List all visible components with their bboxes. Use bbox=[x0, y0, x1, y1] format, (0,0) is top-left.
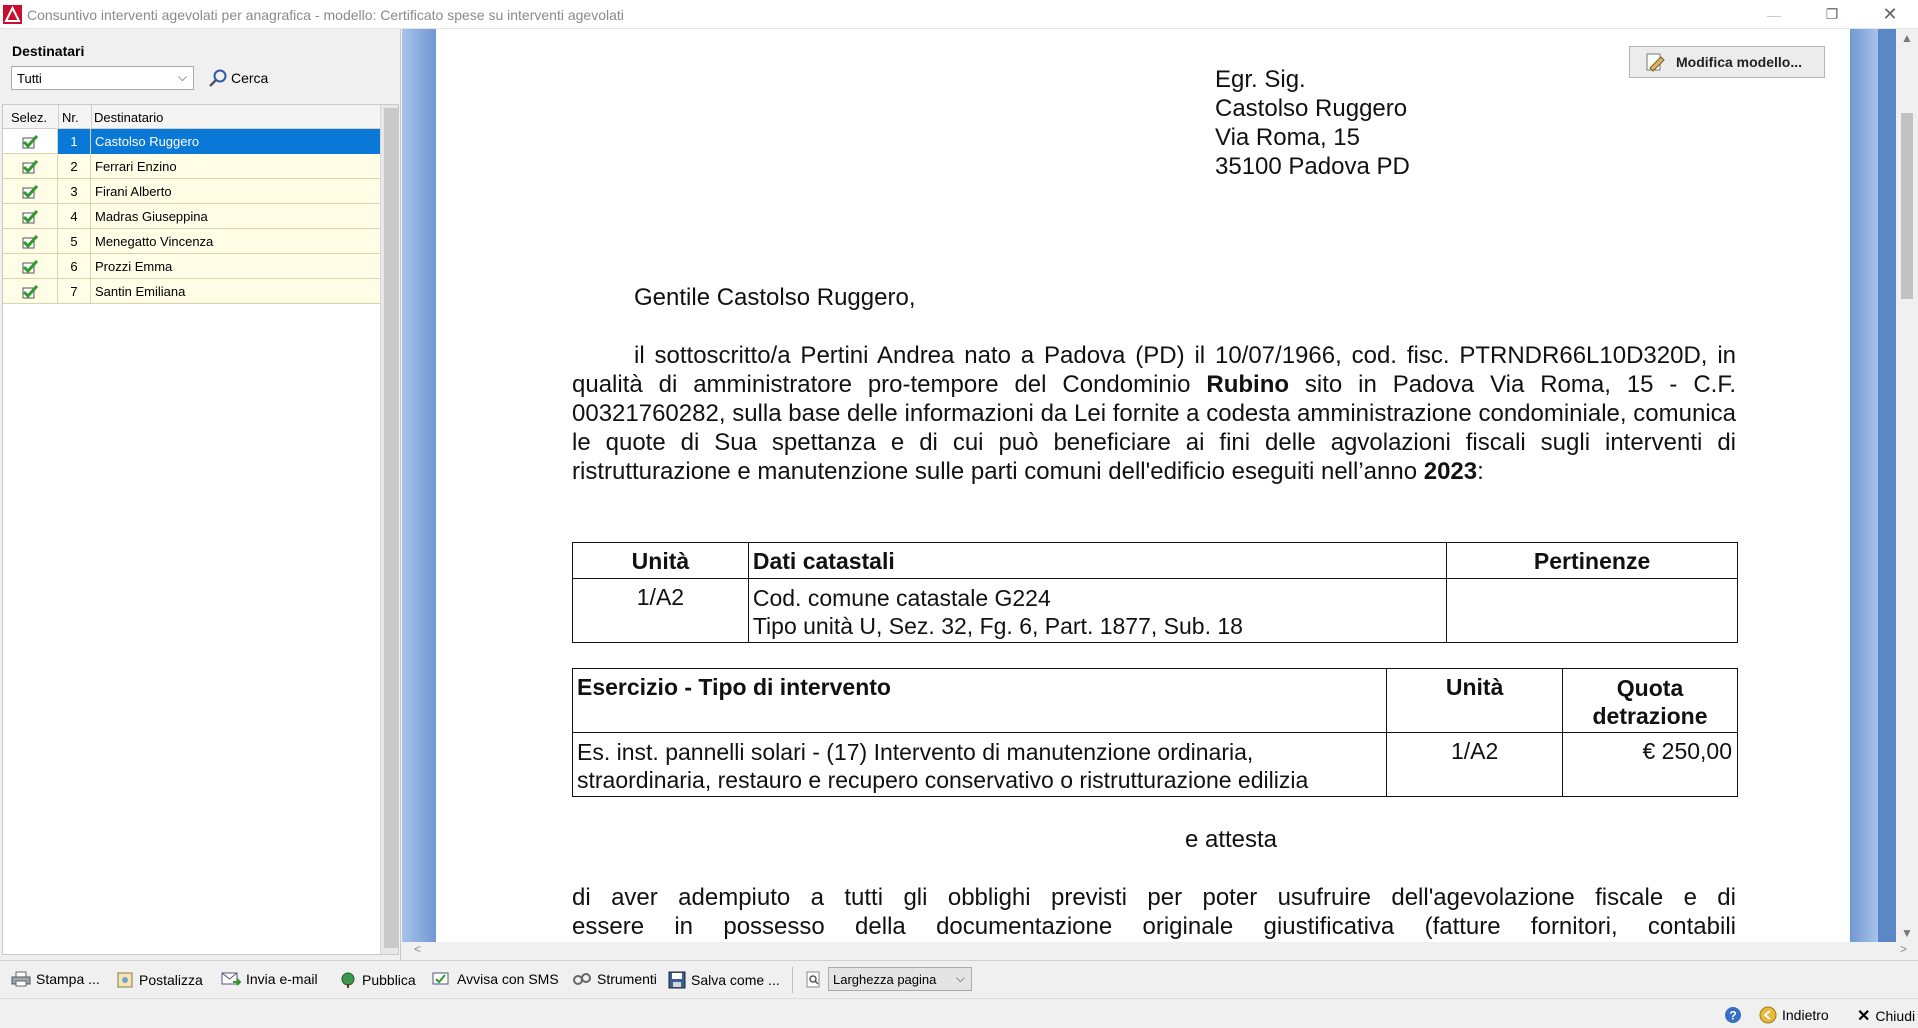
recipients-label: Destinatari bbox=[12, 43, 85, 59]
header-dati-catastali: Dati catastali bbox=[748, 543, 1446, 579]
scroll-down-icon[interactable]: ▼ bbox=[1901, 926, 1913, 940]
document-preview bbox=[402, 29, 1918, 942]
status-bar bbox=[0, 998, 1918, 1028]
close-x-icon: ✕ bbox=[1857, 1008, 1871, 1025]
toolbar-separator bbox=[792, 967, 793, 993]
tools-label: Strumenti bbox=[597, 971, 657, 987]
publish-label: Pubblica bbox=[362, 972, 416, 988]
green-check-icon bbox=[21, 234, 39, 250]
search-icon bbox=[208, 68, 228, 88]
row-number: 3 bbox=[58, 179, 91, 204]
green-check-icon bbox=[21, 134, 39, 150]
page-margin-left bbox=[402, 29, 436, 942]
globe-icon bbox=[339, 971, 357, 989]
back-label: Indietro bbox=[1782, 1007, 1829, 1023]
scroll-right-icon[interactable]: > bbox=[1900, 942, 1908, 956]
row-checkbox[interactable] bbox=[3, 279, 58, 304]
close-window-button[interactable]: ✕ bbox=[1882, 4, 1898, 24]
row-number: 7 bbox=[58, 279, 91, 304]
table-row[interactable] bbox=[3, 204, 380, 229]
postalizza-label: Postalizza bbox=[139, 972, 203, 988]
header-unita: Unità bbox=[573, 543, 749, 579]
postalizza-button[interactable] bbox=[116, 971, 203, 989]
grid-header bbox=[3, 105, 380, 129]
send-email-label: Invia e-mail bbox=[246, 971, 318, 987]
table-row[interactable] bbox=[3, 154, 380, 179]
cadastral-table bbox=[572, 542, 1738, 643]
sms-icon bbox=[432, 971, 452, 987]
table-row[interactable] bbox=[3, 229, 380, 254]
back-button[interactable] bbox=[1759, 1006, 1829, 1024]
row-checkbox[interactable] bbox=[3, 254, 58, 279]
print-label: Stampa ... bbox=[36, 971, 100, 987]
cell-unita: 1/A2 bbox=[573, 579, 749, 643]
row-recipient: Santin Emiliana bbox=[95, 284, 186, 299]
save-icon bbox=[668, 971, 686, 989]
body-text-part2: sito in Padova Via Roma, 15 - C.F. 00321760282, sulla base delle informazioni da Lei fornite a codesta amministrazione condominiale, comunica le quote di Sua spettanza e di cui può beneficiare ai fini delle agvolazioni fiscali sugli interventi di ristrutturazione e manutenzione sulle parti comuni dell'edificio eseguiti nell’anno bbox=[572, 371, 1736, 485]
salutation: Gentile Castolso Ruggero, bbox=[634, 284, 916, 311]
edit-template-label: Modifica modello... bbox=[1676, 54, 1803, 70]
dati-line: Tipo unità U, Sez. 32, Fg. 6, Part. 1877, Sub. 18 bbox=[752, 613, 1243, 639]
maximize-button[interactable]: ❐ bbox=[1825, 6, 1839, 22]
chevron-down-icon: ⌵ bbox=[955, 971, 965, 985]
row-number: 1 bbox=[58, 129, 91, 154]
row-checkbox[interactable] bbox=[3, 154, 58, 179]
condominio-name: Rubino bbox=[1206, 371, 1290, 398]
sms-label: Avvisa con SMS bbox=[457, 971, 559, 987]
document-page bbox=[436, 29, 1850, 942]
address-line: Egr. Sig. bbox=[1215, 66, 1306, 93]
chevron-down-icon: ⌵ bbox=[177, 70, 187, 84]
address-line: Castolso Ruggero bbox=[1215, 95, 1408, 122]
green-check-icon bbox=[21, 259, 39, 275]
tools-icon bbox=[572, 971, 592, 987]
dati-line: Cod. comune catastale G224 bbox=[752, 585, 1051, 611]
header-esercizio: Esercizio - Tipo di intervento bbox=[573, 669, 1387, 733]
save-as-button[interactable] bbox=[668, 971, 780, 989]
send-email-button[interactable] bbox=[221, 971, 318, 987]
header-unita: Unità bbox=[1387, 669, 1563, 733]
back-arrow-icon bbox=[1759, 1006, 1777, 1024]
body-paragraph bbox=[572, 341, 1736, 486]
printer-icon bbox=[11, 971, 31, 987]
green-check-icon bbox=[21, 184, 39, 200]
row-checkbox[interactable] bbox=[3, 204, 58, 229]
bottom-toolbar bbox=[0, 960, 1918, 998]
zoom-select[interactable] bbox=[828, 967, 972, 991]
email-icon bbox=[221, 971, 241, 987]
cell-intervento bbox=[573, 733, 1387, 797]
row-number: 5 bbox=[58, 229, 91, 254]
scroll-left-icon[interactable]: < bbox=[414, 942, 422, 956]
row-recipient: Castolso Ruggero bbox=[91, 129, 380, 154]
scroll-up-icon[interactable]: ▲ bbox=[1901, 31, 1913, 45]
save-as-label: Salva come ... bbox=[691, 972, 780, 988]
search-button[interactable] bbox=[208, 66, 268, 90]
header-quota: Quota detrazione bbox=[1563, 669, 1738, 733]
document-horizontal-scrollbar[interactable] bbox=[402, 942, 1918, 960]
grid-scrollbar-thumb[interactable] bbox=[384, 108, 398, 948]
address-line: 35100 Padova PD bbox=[1215, 153, 1410, 180]
row-recipient: Firani Alberto bbox=[95, 184, 172, 199]
row-recipient: Ferrari Enzino bbox=[95, 159, 177, 174]
print-button[interactable] bbox=[11, 971, 100, 987]
app-logo-icon bbox=[3, 5, 22, 24]
row-number: 6 bbox=[58, 254, 91, 279]
grid-scrollbar[interactable] bbox=[380, 105, 399, 954]
recipients-panel bbox=[0, 29, 401, 960]
svg-text:?: ? bbox=[1729, 1008, 1737, 1023]
closing-line: di aver adempiuto a tutti gli obblighi previsti per poter usufruire dell'agevolazione fiscale e di bbox=[572, 884, 1736, 911]
row-recipient: Menegatto Vincenza bbox=[95, 234, 214, 249]
document-scrollbar-thumb[interactable] bbox=[1901, 113, 1913, 299]
row-checkbox[interactable] bbox=[3, 179, 58, 204]
filter-value: Tutti bbox=[17, 71, 42, 86]
row-checkbox[interactable] bbox=[3, 129, 58, 154]
publish-button[interactable] bbox=[339, 971, 416, 989]
close-button[interactable] bbox=[1857, 1006, 1915, 1026]
zoom-page-icon bbox=[806, 971, 822, 989]
window-title: Consuntivo interventi agevolati per anagrafica - modello: Certificato spese su interventi agevolati bbox=[27, 7, 624, 23]
recipients-grid bbox=[2, 104, 399, 955]
recipients-filter-select[interactable] bbox=[11, 66, 194, 90]
closing-line: essere in possesso della documentazione originale giustificativa (fatture fornitori, contabili bbox=[572, 913, 1736, 940]
minimize-button[interactable]: — bbox=[1767, 6, 1781, 23]
intervention-table bbox=[572, 668, 1738, 797]
row-number: 4 bbox=[58, 204, 91, 229]
table-row[interactable] bbox=[3, 179, 380, 204]
zoom-icon-wrap bbox=[806, 971, 822, 989]
help-button[interactable] bbox=[1724, 1006, 1742, 1024]
help-icon bbox=[1724, 1006, 1742, 1024]
sms-button[interactable] bbox=[432, 971, 559, 987]
cell-pertinenze bbox=[1447, 579, 1738, 643]
body-text-end: : bbox=[1477, 458, 1484, 485]
cell-dati-catastali bbox=[748, 579, 1446, 643]
green-check-icon bbox=[21, 284, 39, 300]
green-check-icon bbox=[21, 209, 39, 225]
zoom-value: Larghezza pagina bbox=[833, 972, 937, 987]
address-line: Via Roma, 15 bbox=[1215, 124, 1360, 151]
row-recipient: Prozzi Emma bbox=[95, 259, 173, 274]
intervento-line: straordinaria, restauro e recupero conservativo o ristrutturazione edilizia bbox=[577, 767, 1309, 793]
document-vertical-scrollbar[interactable] bbox=[1896, 29, 1918, 942]
column-header-destinatario[interactable]: Destinatario bbox=[94, 110, 164, 125]
attesta-text: e attesta bbox=[1184, 826, 1278, 853]
column-divider bbox=[58, 105, 59, 129]
column-header-selez[interactable]: Selez. bbox=[11, 110, 48, 125]
cell-quota: € 250,00 bbox=[1563, 733, 1738, 797]
page-margin-right bbox=[1850, 29, 1878, 942]
mail-stamp-icon bbox=[116, 971, 134, 989]
row-recipient: Madras Giuseppina bbox=[95, 209, 208, 224]
row-number: 2 bbox=[58, 154, 91, 179]
row-checkbox[interactable] bbox=[3, 229, 58, 254]
column-header-nr[interactable]: Nr. bbox=[62, 110, 79, 125]
table-row[interactable] bbox=[3, 129, 380, 154]
green-check-icon bbox=[21, 159, 39, 175]
tools-button[interactable] bbox=[572, 971, 657, 987]
intervento-line: Es. inst. pannelli solari - (17) Intervento di manutenzione ordinaria, bbox=[577, 739, 1254, 765]
column-divider bbox=[91, 105, 92, 129]
close-label: Chiudi bbox=[1875, 1008, 1916, 1024]
title-bar bbox=[0, 0, 1918, 29]
cell-unita: 1/A2 bbox=[1387, 733, 1563, 797]
year: 2023 bbox=[1423, 458, 1478, 485]
edit-template-button[interactable] bbox=[1629, 46, 1825, 78]
edit-document-icon bbox=[1644, 52, 1666, 72]
search-label: Cerca bbox=[231, 70, 269, 86]
header-pertinenze: Pertinenze bbox=[1447, 543, 1738, 579]
closing-paragraph bbox=[572, 883, 1736, 941]
table-row[interactable] bbox=[3, 279, 380, 304]
body-text-part1: il sottoscritto/a Pertini Andrea nato a Padova (PD) il 10/07/1966, cod. fisc. PTRNDR66L10D320D, in qualità di amministratore pro-tempore del Condominio bbox=[572, 342, 1736, 398]
table-row[interactable] bbox=[3, 254, 380, 279]
